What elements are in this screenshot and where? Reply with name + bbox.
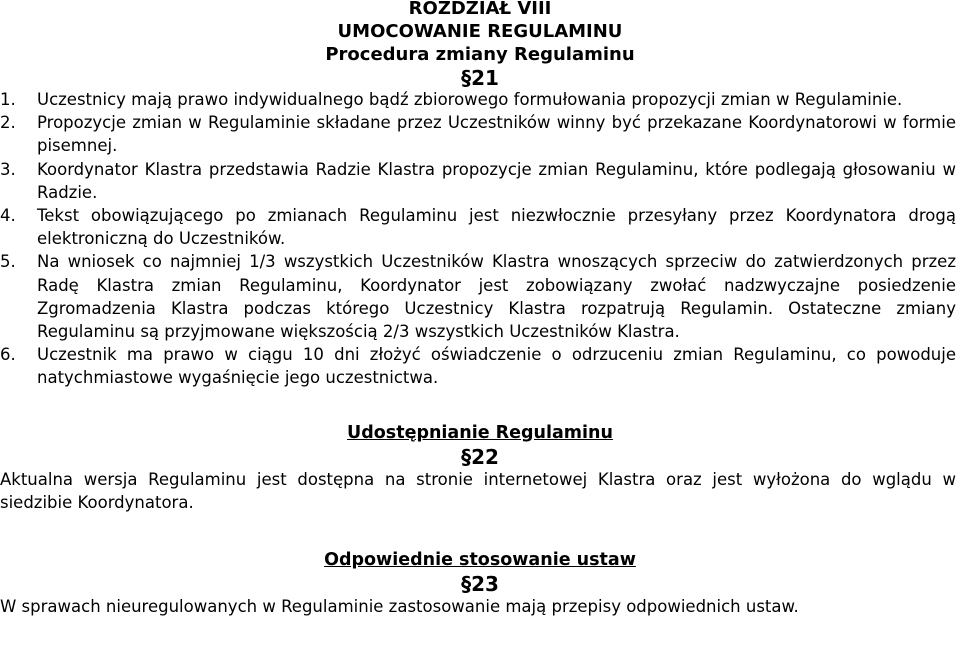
section-sign: § [461,66,472,90]
paragraph-number: 21 [471,66,499,90]
item-text: Tekst obowiązującego po zmianach Regulaminu jest niezwłocznie przesyłany przez Koordynatora drogą elektroniczną do Uczestników. [37,206,956,249]
law-text: W sprawach nieuregulowanych w Regulaminie zastosowanie mają przepisy odpowiednich ustaw. [0,597,799,617]
list-item [0,204,960,250]
list-item [0,158,960,204]
item-number: 1. [0,90,16,109]
item-text: Uczestnik ma prawo w ciągu 10 dni złożyć oświadczenie o odrzuceniu zmian Regulaminu, co powoduje natychmiastowe wygaśnięcie jego uczestnictwa. [37,345,956,388]
list-item [0,343,960,389]
item-number: 2. [0,113,16,133]
item-text: Na wniosek co najmniej 1/3 wszystkich Uczestników Klastra wnoszących sprzeciw do zatwierdzonych przez Radę Klastra zmian Regulaminu, Koordynator jest zobowiązany zwołać nadzwyczajne posiedzenie Zgromadzenia Klastra podczas którego Uczestnicy Klastra rozpatrują Regulamin. Ostateczne zmiany Regulaminu są przyjmowane większością 2/3 wszystkich Uczestników Klastra. [37,252,956,342]
section-title: Procedura zmiany Regulaminu [325,44,635,65]
paragraph-number: 23 [471,572,499,597]
chapter-subtitle: UMOCOWANIE REGULAMINU [337,21,623,42]
item-number: 4. [0,206,16,226]
law-heading: Odpowiednie stosowanie ustaw [324,550,636,571]
list-item [0,250,960,343]
item-number: 6. [0,345,16,365]
item-number: 5. [0,252,16,272]
item-text: Koordynator Klastra przedstawia Radzie Klastra propozycje zmian Regulaminu, które podlegają głosowaniu w Radzie. [37,159,956,202]
paragraph-23-number [0,570,960,598]
paragraph-number: 22 [471,444,499,469]
list-item [0,111,960,157]
provision-list [0,88,960,390]
item-text: Propozycje zmian w Regulaminie składane przez Uczestników winny być przekazane Koordynatorowi w formie pisemnej. [37,113,956,156]
item-number: 3. [0,159,16,179]
section-sign: § [461,444,472,469]
paragraph-22-number [0,443,960,471]
sharing-heading: Udostępnianie Regulaminu [347,422,613,443]
list-item [0,88,960,111]
sharing-text: Aktualna wersja Regulaminu jest dostępna na stronie internetowej Klastra oraz jest wyłożona do wglądu w siedzibie Koordynatora. [0,469,956,512]
item-text: Uczestnicy mają prawo indywidualnego bądź zbiorowego formułowania propozycji zmian w Regulaminie. [37,90,903,109]
chapter-title: ROZDZIAŁ VIII [408,0,552,19]
section-sign: § [461,572,472,597]
